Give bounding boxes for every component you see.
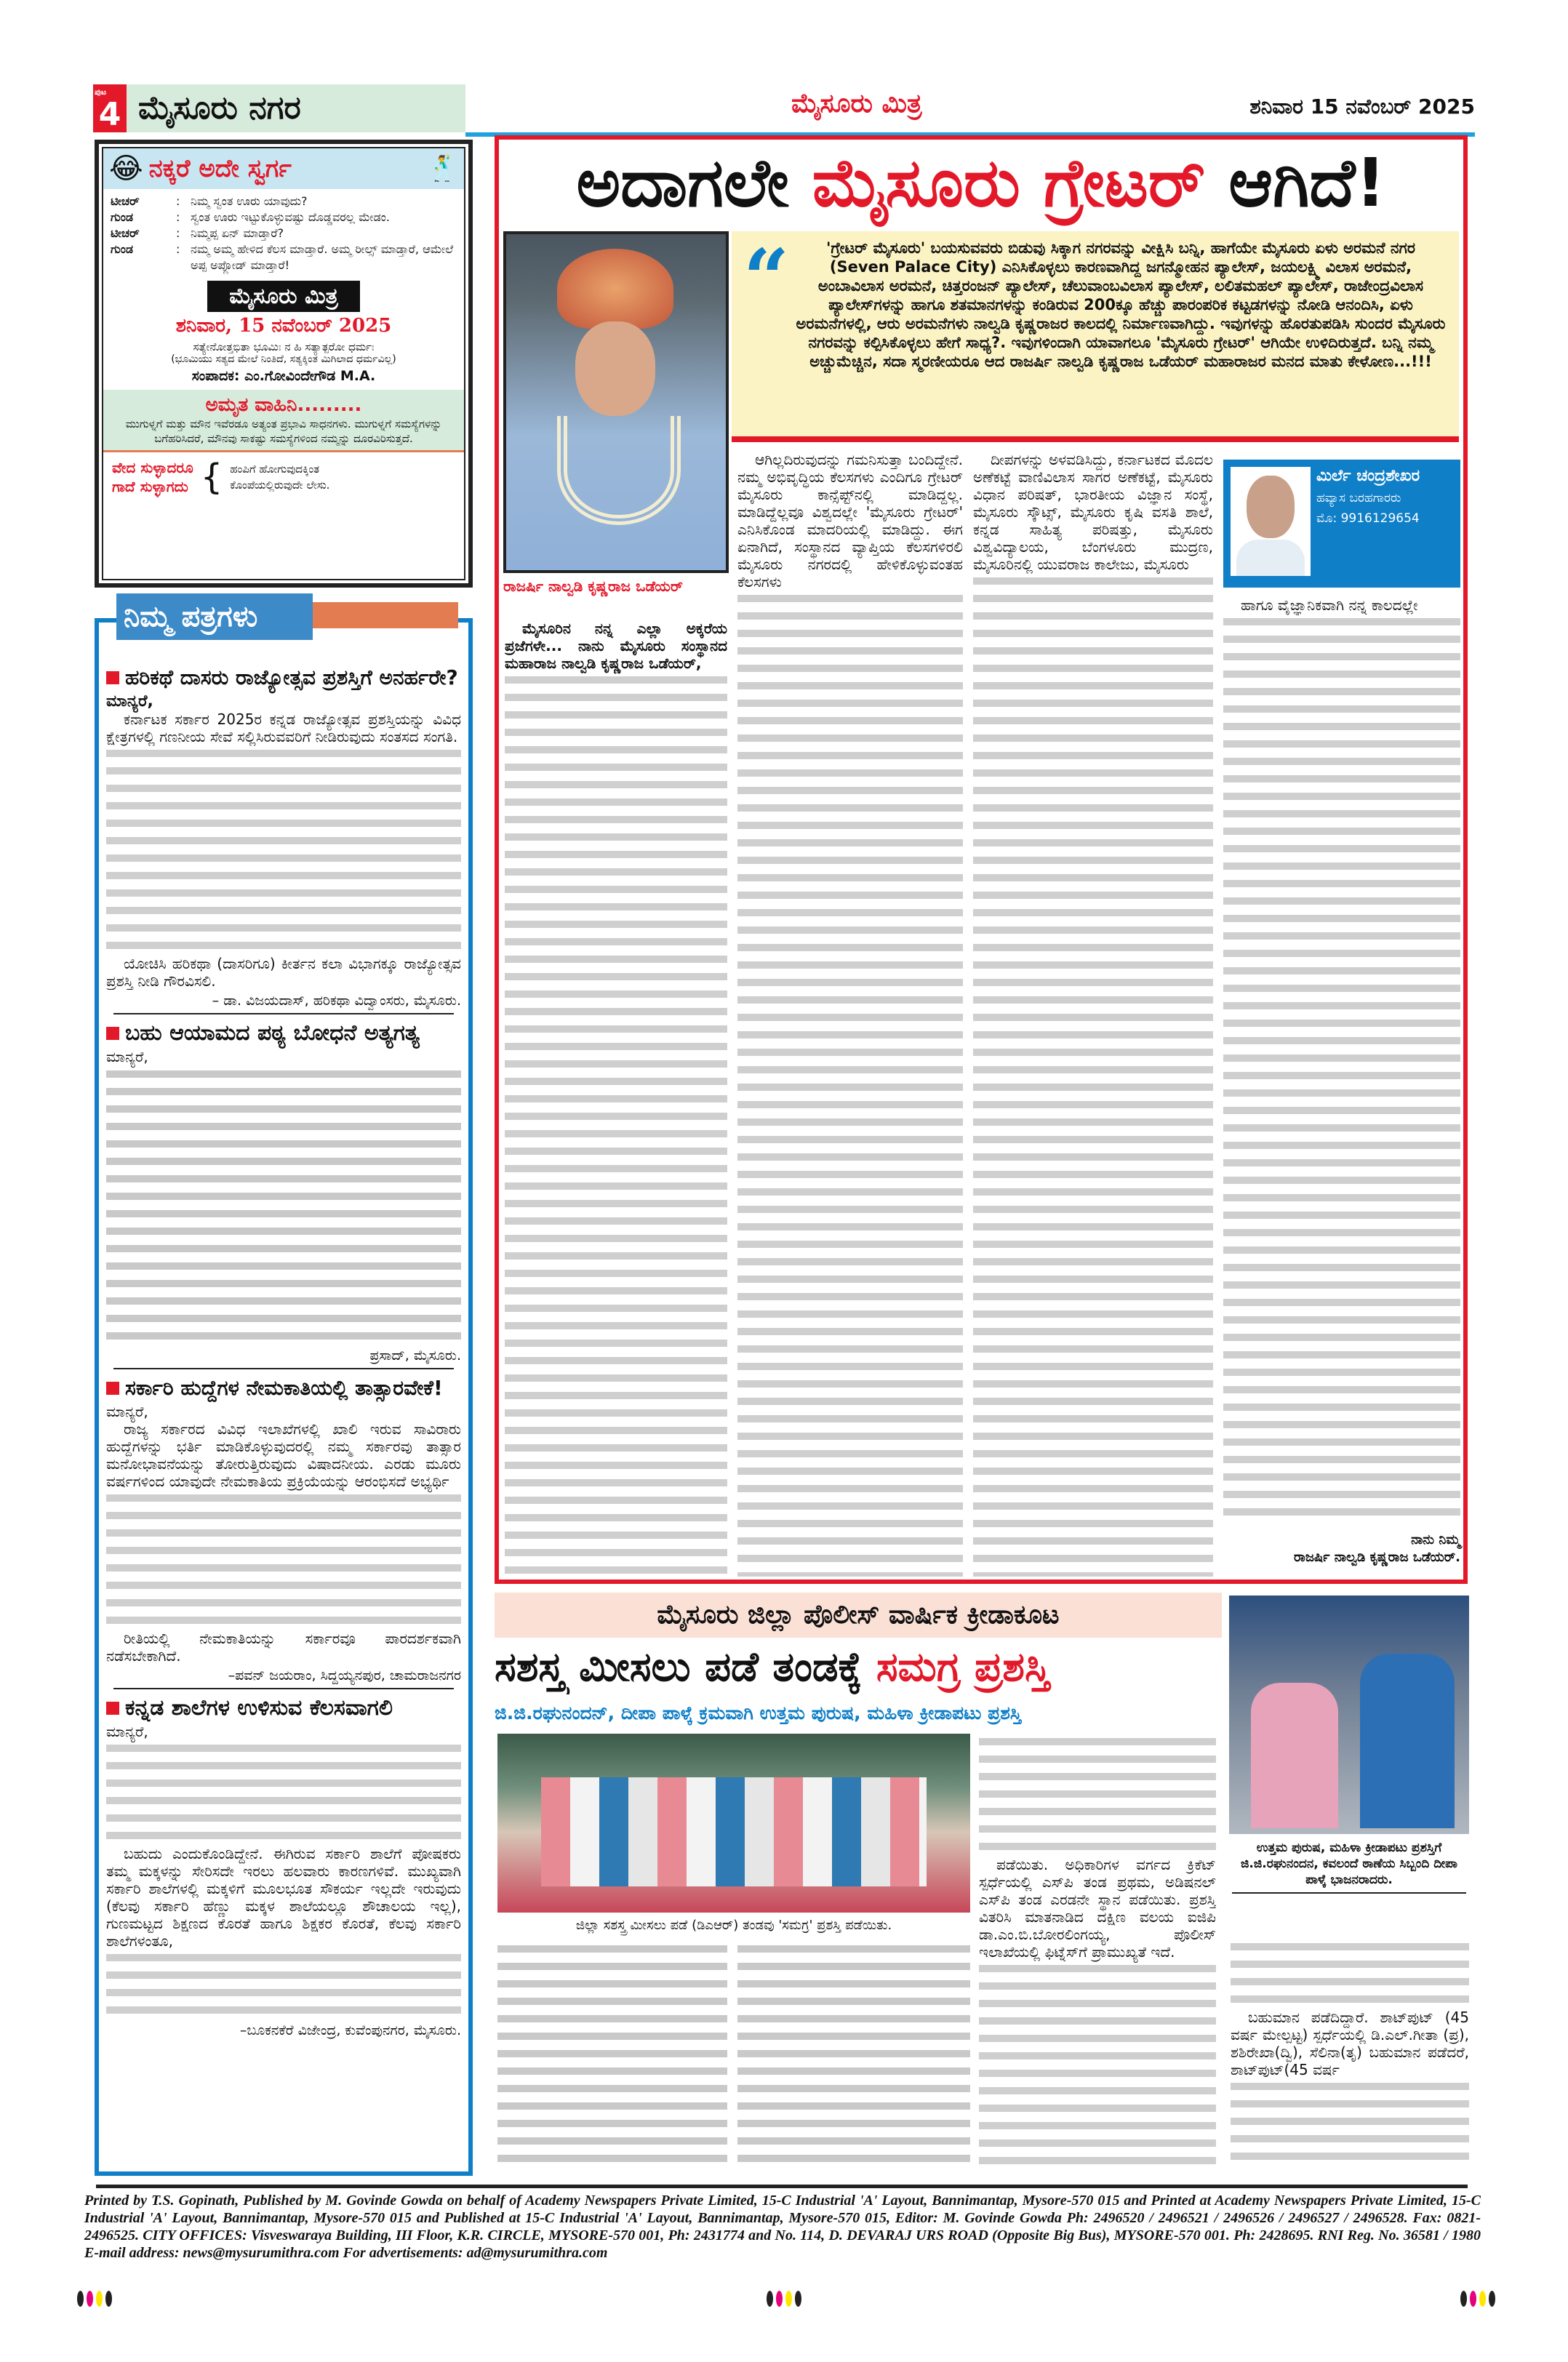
bullet-square-icon (106, 671, 119, 684)
headline-part: ಅದಾಗಲೇ (576, 144, 789, 222)
winners-photo (1229, 1596, 1469, 1834)
portrait-photo (503, 231, 729, 573)
sports-col-4: ಬಹುಮಾನ ಪಡೆದಿದ್ದಾರೆ. ಶಾಟ್‌ಪುಟ್ (45 ವರ್ಷ ಮೇಲ್ಪಟ್ಟ) ಸ್ಪರ್ಧೆಯಲ್ಲಿ ಡಿ.ಎಲ್.ಗೀತಾ (ಪ್ರ), ಶಶಿರೇಖಾ(ದ್ವಿ), ಸೆಲಿನಾ(ತೃ) ಬಹುಮಾನ ಪಡೆದರೆ, ಶಾಟ್‌ಪುಟ್(45 ವರ್ಷ (1231, 1939, 1469, 2166)
registration-marks-right (1460, 2291, 1495, 2307)
letter-title: ಸರ್ಕಾರಿ ಹುದ್ದೆಗಳ ನೇಮಕಾತಿಯಲ್ಲಿ ತಾತ್ಸಾರವೇಕೆ! (125, 1376, 443, 1400)
speaker: ಟೀಚರ್ (111, 226, 140, 240)
letters-section (95, 600, 473, 2176)
salutation: ಮಾನ್ಯರೆ, (106, 1048, 148, 1065)
amrutha-vahini (103, 390, 464, 452)
pearl-necklace (557, 416, 681, 525)
letter-body: ಬಹುದು ಎಂದುಕೊಂಡಿದ್ದೇನೆ. ಈಗಿರುವ ಸರ್ಕಾರಿ ಶಾಲೆಗೆ ಪೋಷಕರು ತಮ್ಮ ಮಕ್ಕಳನ್ನು ಸೇರಿಸದೇ ಇರಲು ಹಲವಾರು ಕಾರಣಗಳಿವೆ. ಮುಖ್ಯವಾಗಿ ಸರ್ಕಾರಿ ಶಾಲೆಗಳಲ್ಲಿ ಮಕ್ಕಳಿಗೆ ಮೂಲಭೂತ ಸೌಕರ್ಯ ಇಲ್ಲದೇ ಇರುವುದು (ಕೆಲವು ಸರ್ಕಾರಿ ಹೆಣ್ಣು ಮಕ್ಕಳ ಶಾಲೆಯಲ್ಲೂ ಶೌಚಾಲಯ ಇಲ್ಲ), ಗುಣಮಟ್ಟದ ಶಿಕ್ಷಣದ ಕೊರತೆ ಹಾಗೂ ಶಿಕ್ಷಕರ ಕೊರತೆ, ಕೆಲವು ಸರ್ಕಾರಿ ಶಾಲೆಗಳಂತೂ, (106, 1740, 461, 2019)
salutation: ಮಾನ್ಯರೆ, (106, 692, 153, 710)
letters-banner (116, 593, 313, 640)
amrutha-title: ಅಮೃತ ವಾಹಿನಿ......... (205, 394, 362, 416)
sports-col-2 (737, 1940, 970, 2171)
motto-meaning: (ಭೂಮಿಯು ಸತ್ಯದ ಮೇಲೆ ನಿಂತಿದೆ, ಸತ್ಯಕ್ಕಿಂತ ಮಿಗಿಲಾದ ಧರ್ಮವಿಲ್ಲ) (171, 353, 396, 365)
masthead-logo-box: ಮೈಸೂರು ಮಿತ್ರ (207, 281, 360, 312)
page-header (93, 84, 1475, 137)
letter-closing: ಯೋಚಿಸಿ ಹರಿಕಥಾ (ದಾಸರಿಗೂ) ಕೀರ್ತನ ಕಲಾ ವಿಭಾಗಕ್ಕೂ ರಾಜ್ಯೋತ್ಸವ ಪ್ರಶಸ್ತಿ ನೀಡಿ ಗೌರವಿಸಲಿ. (106, 955, 461, 990)
headline-highlight: ಸಮಗ್ರ ಪ್ರಶಸ್ತಿ (876, 1644, 1050, 1691)
imprint: Printed by T.S. Gopinath, Published by M. Govinde Gowda on behalf of Academy Newspapers Private Limited, 15-C Industrial 'A' Layout, Bannimantap, Mysore-570 015 and Printed at Academy Newspapers Private Limited, 15-C Industrial 'A' Layout, Bannimantap, Mysore-570 015 and Published at 15-C Industrial 'A' Layout, Bannimantap, Mysore-570 015, Editor: M. Govinde Gowda Ph: 2496520 / 2496521 / 2496526 / 2496527 / 2496528. Fax: 0821-2496525. CITY OFFICES: Visveswaraya Building, III Floor, K.R. CIRCLE, MYSORE-570 001, Ph: 2431774 and No. 114, D. DEVARAJ URS ROAD (Opposite Big Bus), MYSORE-570 001. Ph: 2428695. RNI Reg. No. 36581 / 1980 E-mail address: news@mysurumithra.com For advertisements: ad@mysurumithra.com (84, 2193, 1481, 2261)
headline-part: ಸಶಸ್ತ್ರ ಮೀಸಲು ಪಡೆ ತಂಡಕ್ಕೆ (495, 1644, 863, 1691)
page-label: ಪುಟ (95, 87, 107, 97)
letter-title: ಕನ್ನಡ ಶಾಲೆಗಳ ಉಳಿಸುವ ಕೆಲಸವಾಗಲಿ (125, 1695, 393, 1721)
sports-subhead: ಜಿ.ಜಿ.ರಘುನಂದನ್, ದೀಪಾ ಪಾಳ್ಕೆ ಕ್ರಮವಾಗಿ ಉತ್ತಮ ಪುರುಷ, ಮಹಿಳಾ ಕ್ರೀಡಾಪಟು ಪ್ರಶಸ್ತಿ (495, 1702, 1022, 1724)
face (575, 321, 655, 416)
page-number-badge (93, 84, 127, 132)
letter-signature: – ಡಾ. ವಿಜಯದಾಸ್, ಹರಿಕಥಾ ವಿದ್ವಾಂಸರು, ಮೈಸೂರು. (212, 993, 461, 1009)
letter-1 (106, 663, 461, 1014)
joke-dialogue: ಟೀಚರ್ : ನಿಮ್ಮ ಸ್ವಂತ ಊರು ಯಾವುದು? ಗುಂಡ : ಸ್ವಂತ ಊರು ಇಟ್ಟುಕೊಳ್ಳುವಷ್ಟು ದೊಡ್ಡವರಲ್ಲ ಮೇಡಂ. ಟೀಚರ್ : ನಿಮ್ಮಪ್ಪ ಏನ್ ಮಾಡ್ತಾರೆ? ಗುಂಡ : ನಮ್ಮ ಅಮ್ಮ ಹೇಳಿದ ಕೆಲಸ ಮಾಡ್ತಾರೆ. ಅಮ್ಮ ರೀಲ್ಸ್ ಮಾಡ್ತಾರೆ, ಆಮೇಲೆ ಅಪ್ಪ ಅಪ್ಲೋಡ್ ಮಾಡ್ತಾರೆ! (103, 189, 464, 278)
letter-title: ಹರಿಕಥೆ ದಾಸರು ರಾಜ್ಯೋತ್ಸವ ಪ್ರಶಸ್ತಿಗೆ ಅನರ್ಹರೇ? (125, 665, 458, 689)
sports-banner: ಮೈಸೂರು ಜಿಲ್ಲಾ ಪೊಲೀಸ್ ವಾರ್ಷಿಕ ಕ್ರೀಡಾಕೂಟ (495, 1593, 1222, 1638)
letter-body (106, 1065, 461, 1345)
registration-marks-center (767, 2291, 801, 2307)
editor-line: ಸಂಪಾದಕ: ಎಂ.ಗೋವಿಂದೇಗೌಡ M.A. (191, 368, 376, 384)
amrutha-text: ಮುಗುಳ್ನಗೆ ಮತ್ತು ಮೌನ ಇವೆರಡೂ ಅತ್ಯಂತ ಪ್ರಭಾವಿ ಸಾಧನಗಳು. ಮುಗುಳ್ನಗೆ ಸಮಸ್ಯೆಗಳನ್ನು ಬಗೆಹರಿಸಿದರೆ, ಮೌನವು ಸಾಕಷ್ಟು ಸಮಸ್ಯೆಗಳಿಂದ ನಮ್ಮನ್ನು ದೂರವಿರಿಸುತ್ತದೆ. (125, 417, 442, 445)
joke-box (95, 140, 473, 588)
letter-4 (106, 1694, 461, 2038)
proverb-left: ಗಾದೆ ಸುಳ್ಳಾಗದು (112, 478, 188, 495)
lead-col-2: ಆಗಿಲ್ಲದಿರುವುದನ್ನು ಗಮನಿಸುತ್ತಾ ಬಂದಿದ್ದೇನೆ. ನಮ್ಮ ಅಭಿವೃದ್ಧಿಯ ಕೆಲಸಗಳು ಎಂದಿಗೂ ಗ್ರೇಟರ್ ಮೈಸೂರು ಕಾನ್ಸೆಪ್ಟ್‌ನಲ್ಲಿ ಮಾಡಿದ್ದಲ್ಲ. ಮಾಡಿದ್ದೆಲ್ಲವೂ ವಿಶ್ವದಲ್ಲೇ 'ಮೈಸೂರು ಗ್ರೇಟರ್' ಎನಿಸಿಕೊಂಡ ಮಾದರಿಯಲ್ಲಿ ಮಾಡಿದ್ದು. ಈಗ ಏನಾಗಿದೆ, ಸಂಸ್ಥಾನದ ವ್ಯಾಪ್ತಿಯ ಕೆಲಸಗಳಿರಲಿ ಮೈಸೂರು ನಗರದಲ್ಲಿ ಹೇಳಿಕೊಳ್ಳುವಂತಹ ಕೆಲಸಗಳು (737, 451, 963, 1577)
lead-col-4: ಹಾಗೂ ವೈಜ್ಞಾನಿಕವಾಗಿ ನನ್ನ ಕಾಲದಲ್ಲೇ (1223, 596, 1460, 1520)
footer-rule (96, 2185, 1468, 2188)
letter-3 (106, 1374, 461, 1689)
team-photo (497, 1734, 970, 1913)
bullet-square-icon (106, 1382, 119, 1395)
author-role: ಹವ್ಯಾಸ ಬರಹಗಾರರು (1316, 491, 1401, 505)
quote-mark-icon: “ (743, 231, 790, 325)
signoff-line: ನಾನು ನಿಮ್ಮ (1411, 1532, 1460, 1548)
proverb-left: ವೇದ ಸುಳ್ಳಾದರೂ (112, 459, 193, 476)
letters-banner-bar (313, 602, 458, 628)
sports-headline (495, 1642, 1222, 1694)
letter-2 (106, 1019, 461, 1369)
letter-closing: ರೀತಿಯಲ್ಲಿ ನೇಮಕಾತಿಯನ್ನು ಸರ್ಕಾರವೂ ಪಾರದರ್ಶಕವಾಗಿ ನಡೆಸಬೇಕಾಗಿದೆ. (106, 1630, 461, 1665)
author-photo (1231, 467, 1311, 576)
proverb-right: ಕೊಂಪೆಯಲ್ಲಿರುವುದೇ ಲೇಸು. (230, 479, 330, 492)
joke-title-banner (103, 148, 464, 189)
lead-headline (499, 140, 1463, 227)
proverb: ವೇದ ಸುಳ್ಳಾದರೂ ಗಾದೆ ಸುಳ್ಳಾಗದು { ಹಂಪಿಗೆ ಹೋಗುವುದಕ್ಕಿಂತ ಕೊಂಪೆಯಲ್ಲಿರುವುದೇ ಲೇಸು. (112, 457, 330, 497)
letter-signature: ಪ್ರಸಾದ್, ಮೈಸೂರು. (369, 1348, 461, 1364)
dialogue-line: ನಮ್ಮ ಅಮ್ಮ ಹೇಳಿದ ಕೆಲಸ ಮಾಡ್ತಾರೆ. ಅಮ್ಮ ರೀಲ್ಸ್ ಮಾಡ್ತಾರೆ, ಆಮೇಲೆ ಅಪ್ಪ ಅಪ್ಲೋಡ್ ಮಾಡ್ತಾರೆ! (191, 242, 454, 272)
header-date: ಶನಿವಾರ 15 ನವೆಂಬರ್ 2025 (1249, 95, 1475, 119)
author-name: ಮಿರ್ಲೆ ಚಂದ್ರಶೇಖರ (1316, 467, 1420, 485)
salutation: ಮಾನ್ಯರೆ, (106, 1723, 148, 1740)
letter-body: ಕರ್ನಾಟಕ ಸರ್ಕಾರ 2025ರ ಕನ್ನಡ ರಾಜ್ಯೋತ್ಸವ ಪ್ರಶಸ್ತಿಯನ್ನು ವಿವಿಧ ಕ್ಷೇತ್ರಗಳಲ್ಲಿ ಗಣನೀಯ ಸೇವೆ ಸಲ್ಲಿಸಿರುವವರಿಗೆ ನೀಡಿರುವುದು ಸಂತಸದ ಸಂಗತಿ. (106, 710, 461, 955)
dialogue-line: ನಿಮ್ಮ ಸ್ವಂತ ಊರು ಯಾವುದು? (191, 194, 308, 208)
headline-highlight: ಮೈಸೂರು ಗ್ರೇಟರ್ (812, 144, 1206, 222)
signoff (1223, 1532, 1460, 1566)
registration-marks-left (77, 2291, 112, 2307)
sports-col-3: ಪಡೆಯಿತು. ಅಧಿಕಾರಿಗಳ ವರ್ಗದ ಕ್ರಿಕೆಟ್ ಸ್ಪರ್ಧೆಯಲ್ಲಿ ಎಸ್‌ಪಿ ತಂಡ ಪ್ರಥಮ, ಅಡಿಷನಲ್ ಎಸ್‌ಪಿ ತಂಡ ಎರಡನೇ ಸ್ಥಾನ ಪಡೆಯಿತು. ಪ್ರಶಸ್ತಿ ವಿತರಿಸಿ ಮಾತನಾಡಿದ ದಕ್ಷಿಣ ವಲಯ ಐಜಿಪಿ ಡಾ.ಎಂ.ಬಿ.ಬೋರಲಿಂಗಯ್ಯ, ಪೊಲೀಸ್ ಇಲಾಖೆಯಲ್ಲಿ ಫಿಟ್ನೆಸ್‌ಗೆ ಪ್ರಾಮುಖ್ಯತೆ ಇದೆ. (979, 1734, 1216, 2171)
lead-col-3: ದೀಪಗಳನ್ನು ಅಳವಡಿಸಿದ್ದು, ಕರ್ನಾಟಕದ ಮೊದಲ ಅಣೆಕಟ್ಟೆ ವಾಣಿವಿಲಾಸ ಸಾಗರ ಅಣೆಕಟ್ಟೆ, ಮೈಸೂರು ವಿಧಾನ ಪರಿಷತ್, ಭಾರತೀಯ ವಿಜ್ಞಾನ ಸಂಸ್ಥೆ, ಮೈಸೂರು ಸ್ಕೌಟ್ಸ್, ಮೈಸೂರು ಕೃಷಿ ವಸತಿ ಶಾಲೆ, ಕನ್ನಡ ಸಾಹಿತ್ಯ ಪರಿಷತ್ತು, ಮೈಸೂರು ವಿಶ್ವವಿದ್ಯಾಲಯ, ಬೆಂಗಳೂರು ಮುದ್ರಣ, ಮೈಸೂರಿನಲ್ಲಿ ಯುವರಾಜ ಕಾಲೇಜು, ಮೈಸೂರು (973, 451, 1213, 1577)
proverb-right: ಹಂಪಿಗೆ ಹೋಗುವುದಕ್ಕಿಂತ (230, 463, 320, 476)
signoff-line: ರಾಜರ್ಷಿ ನಾಲ್ವಡಿ ಕೃಷ್ಣರಾಜ ಒಡೆಯರ್. (1293, 1550, 1460, 1565)
bullet-square-icon (106, 1702, 119, 1715)
dialogue-line: ಸ್ವಂತ ಊರು ಇಟ್ಟುಕೊಳ್ಳುವಷ್ಟು ದೊಡ್ಡವರಲ್ಲ ಮೇಡಂ. (191, 210, 390, 224)
speaker: ಗುಂಡ (111, 210, 134, 224)
portrait-caption: ರಾಜರ್ಷಿ ನಾಲ್ವಡಿ ಕೃಷ್ಣರಾಜ ಒಡೆಯರ್ (503, 577, 683, 595)
turban (557, 249, 673, 329)
headline-part: ಆಗಿದೆ! (1228, 144, 1386, 222)
speaker: ಗುಂಡ (111, 242, 134, 256)
laughing-face-icon: 😂 (109, 152, 143, 185)
letter-signature: –ಬೂಕನಕೆರೆ ವಿಜೇಂದ್ರ, ಕುವೆಂಪುನಗರ, ಮೈಸೂರು. (239, 2022, 461, 2038)
page-number: 4 (98, 96, 121, 133)
motto: ಸತ್ಯೇನೋತ್ತಭಿತಾ ಭೂಮಿಃ ನ ಹಿ ಸತ್ಯಾತ್ಪರೋ ಧರ್ಮಃ (193, 340, 375, 353)
quote-text: 'ಗ್ರೇಟರ್ ಮೈಸೂರು' ಬಯಸುವವರು ಬಿಡುವು ಸಿಕ್ಕಾಗ ನಗರವನ್ನು ವೀಕ್ಷಿಸಿ ಬನ್ನಿ, ಹಾಗೆಯೇ ಮೈಸೂರು ಏಳು ಅರಮನೆ ನಗರ (Seven Palace City) ಎನಿಸಿಕೊಳ್ಳಲು ಕಾರಣವಾಗಿದ್ದ ಜಗನ್ಮೋಹನ ಪ್ಯಾಲೇಸ್, ಜಯಲಕ್ಷ್ಮಿ ವಿಲಾಸ ಅರಮನೆ, ಅಂಬಾವಿಲಾಸ ಅರಮನೆ, ಚಿತ್ತರಂಜನ್ ಪ್ಯಾಲೇಸ್, ಚೆಲುವಾಂಬವಿಲಾಸ ಪ್ಯಾಲೇಸ್, ಲಲಿತಮಹಲ್ ಪ್ಯಾಲೇಸ್, ರಾಜೇಂದ್ರವಿಲಾಸ ಪ್ಯಾಲೇಸ್‌ಗಳನ್ನು ಹಾಗೂ ಶತಮಾನಗಳನ್ನು ಕಂಡಿರುವ 200ಕ್ಕೂ ಹೆಚ್ಚು ಪಾರಂಪರಿಕ ಕಟ್ಟಡಗಳನ್ನು ನೋಡಿ ಆನಂದಿಸಿ, ಏಳು ಅರಮನೆಗಳಲ್ಲಿ, ಆರು ಅರಮನೆಗಳು ನಾಲ್ವಡಿ ಕೃಷ್ಣರಾಜರ ಕಾಲದಲ್ಲಿ ನಿರ್ಮಾಣವಾಗಿದ್ದು. ಇವುಗಳನ್ನು ಹೊರತುಪಡಿಸಿ ಸುಂದರ ಮೈಸೂರು ನಗರವನ್ನು ಕಲ್ಪಿಸಿಕೊಳ್ಳಲು ಹೇಗೆ ಸಾಧ್ಯ?. ಇವುಗಳಿಂದಾಗಿ ಯಾವಾಗಲೂ 'ಮೈಸೂರು ಗ್ರೇಟರ್' ಆಗಿಯೇ ಉಳಿದಿರುತ್ತದೆ. ಬನ್ನಿ ನಮ್ಮ ಅಚ್ಚುಮೆಚ್ಚಿನ, ಸದಾ ಸ್ಮರಣೀಯರೂ ಆದ ರಾಜರ್ಷಿ ನಾಲ್ವಡಿ ಕೃಷ್ಣರಾಜ ಒಡೆಯರ್ ಮಹಾರಾಜರ ಮನದ ಮಾತು ಕೇಳೋಣ...!!! (796, 239, 1446, 370)
sports-col-1 (497, 1940, 727, 2171)
team-photo-caption: ಜಿಲ್ಲಾ ಸಶಸ್ತ್ರ ಮೀಸಲು ಪಡೆ (ಡಿಎಆರ್) ತಂಡವು 'ಸಮಗ್ರ' ಪ್ರಶಸ್ತಿ ಪಡೆಯಿತು. (575, 1918, 892, 1933)
letters-title: ನಿಮ್ಮ ಪತ್ರಗಳು (124, 600, 258, 633)
salutation: ಮಾನ್ಯರೆ, (106, 1403, 148, 1420)
edition-date: ಶನಿವಾರ, 15 ನವೆಂಬರ್ 2025 (175, 315, 392, 337)
speaker: ಟೀಚರ್ (111, 194, 140, 208)
lead-col-1: ಮೈಸೂರಿನ ನನ್ನ ಎಲ್ಲಾ ಅಕ್ಕರೆಯ ಪ್ರಜೆಗಳೇ... ನಾನು ಮೈಸೂರು ಸಂಸ್ಥಾನದ ಮಹಾರಾಜ ನಾಲ್ವಡಿ ಕೃಷ್ಣರಾಜ ಒಡೆಯರ್, (505, 620, 727, 1577)
author-box (1223, 460, 1460, 588)
author-phone: ಮೊ: 9916129654 (1316, 511, 1420, 526)
letter-body: ರಾಜ್ಯ ಸರ್ಕಾರದ ವಿವಿಧ ಇಲಾಖೆಗಳಲ್ಲಿ ಖಾಲಿ ಇರುವ ಸಾವಿರಾರು ಹುದ್ದೆಗಳನ್ನು ಭರ್ತಿ ಮಾಡಿಕೊಳ್ಳುವುದರಲ್ಲಿ ನಮ್ಮ ಸರ್ಕಾರವು ತಾತ್ಸಾರ ಮನೋಭಾವನೆಯನ್ನು ತೋರುತ್ತಿರುವುದು ವಿಷಾದನೀಯ. ಎರಡು ಮೂರು ವರ್ಷಗಳಿಂದ ಯಾವುದೇ ನೇಮಕಾತಿಯ ಪ್ರಕ್ರಿಯೆಯನ್ನು ಆರಂಭಿಸದೆ ಅಭ್ಯರ್ಥಿ (106, 1420, 461, 1630)
dialogue-line: ನಿಮ್ಮಪ್ಪ ಏನ್ ಮಾಡ್ತಾರೆ? (191, 226, 284, 240)
masthead-logo: ಮೈಸೂರು ಮಿತ್ರ (791, 89, 922, 119)
bullet-square-icon (106, 1027, 119, 1040)
quote-box (732, 231, 1459, 442)
joke-title: ನಕ್ಕರೆ ಅದೇ ಸ್ವರ್ಗ (148, 154, 292, 183)
lead-story (495, 135, 1468, 1584)
winners-caption: ಉತ್ತಮ ಪುರುಷ, ಮಹಿಳಾ ಕ್ರೀಡಾಪಟು ಪ್ರಶಸ್ತಿಗೆ ಜಿ.ಜಿ.ರಘುನಂದನ, ಕವಲಂದೆ ಠಾಣೆಯ ಸಿಬ್ಬಂದಿ ದೀಪಾ ಪಾಳ್ಕೆ ಭಾಜನರಾದರು. (1232, 1840, 1466, 1894)
laughing-man-icon: 🕺 (427, 154, 458, 183)
letter-title: ಬಹು ಆಯಾಮದ ಪಠ್ಯ ಬೋಧನೆ ಅತ್ಯಗತ್ಯ (125, 1020, 420, 1046)
letter-signature: –ಪವನ್ ಜಯರಾಂ, ಸಿದ್ದಯ್ಯನಪುರ, ಚಾಮರಾಜನಗರ (228, 1668, 461, 1684)
section-title: ಮೈಸೂರು ನಗರ (127, 84, 465, 132)
